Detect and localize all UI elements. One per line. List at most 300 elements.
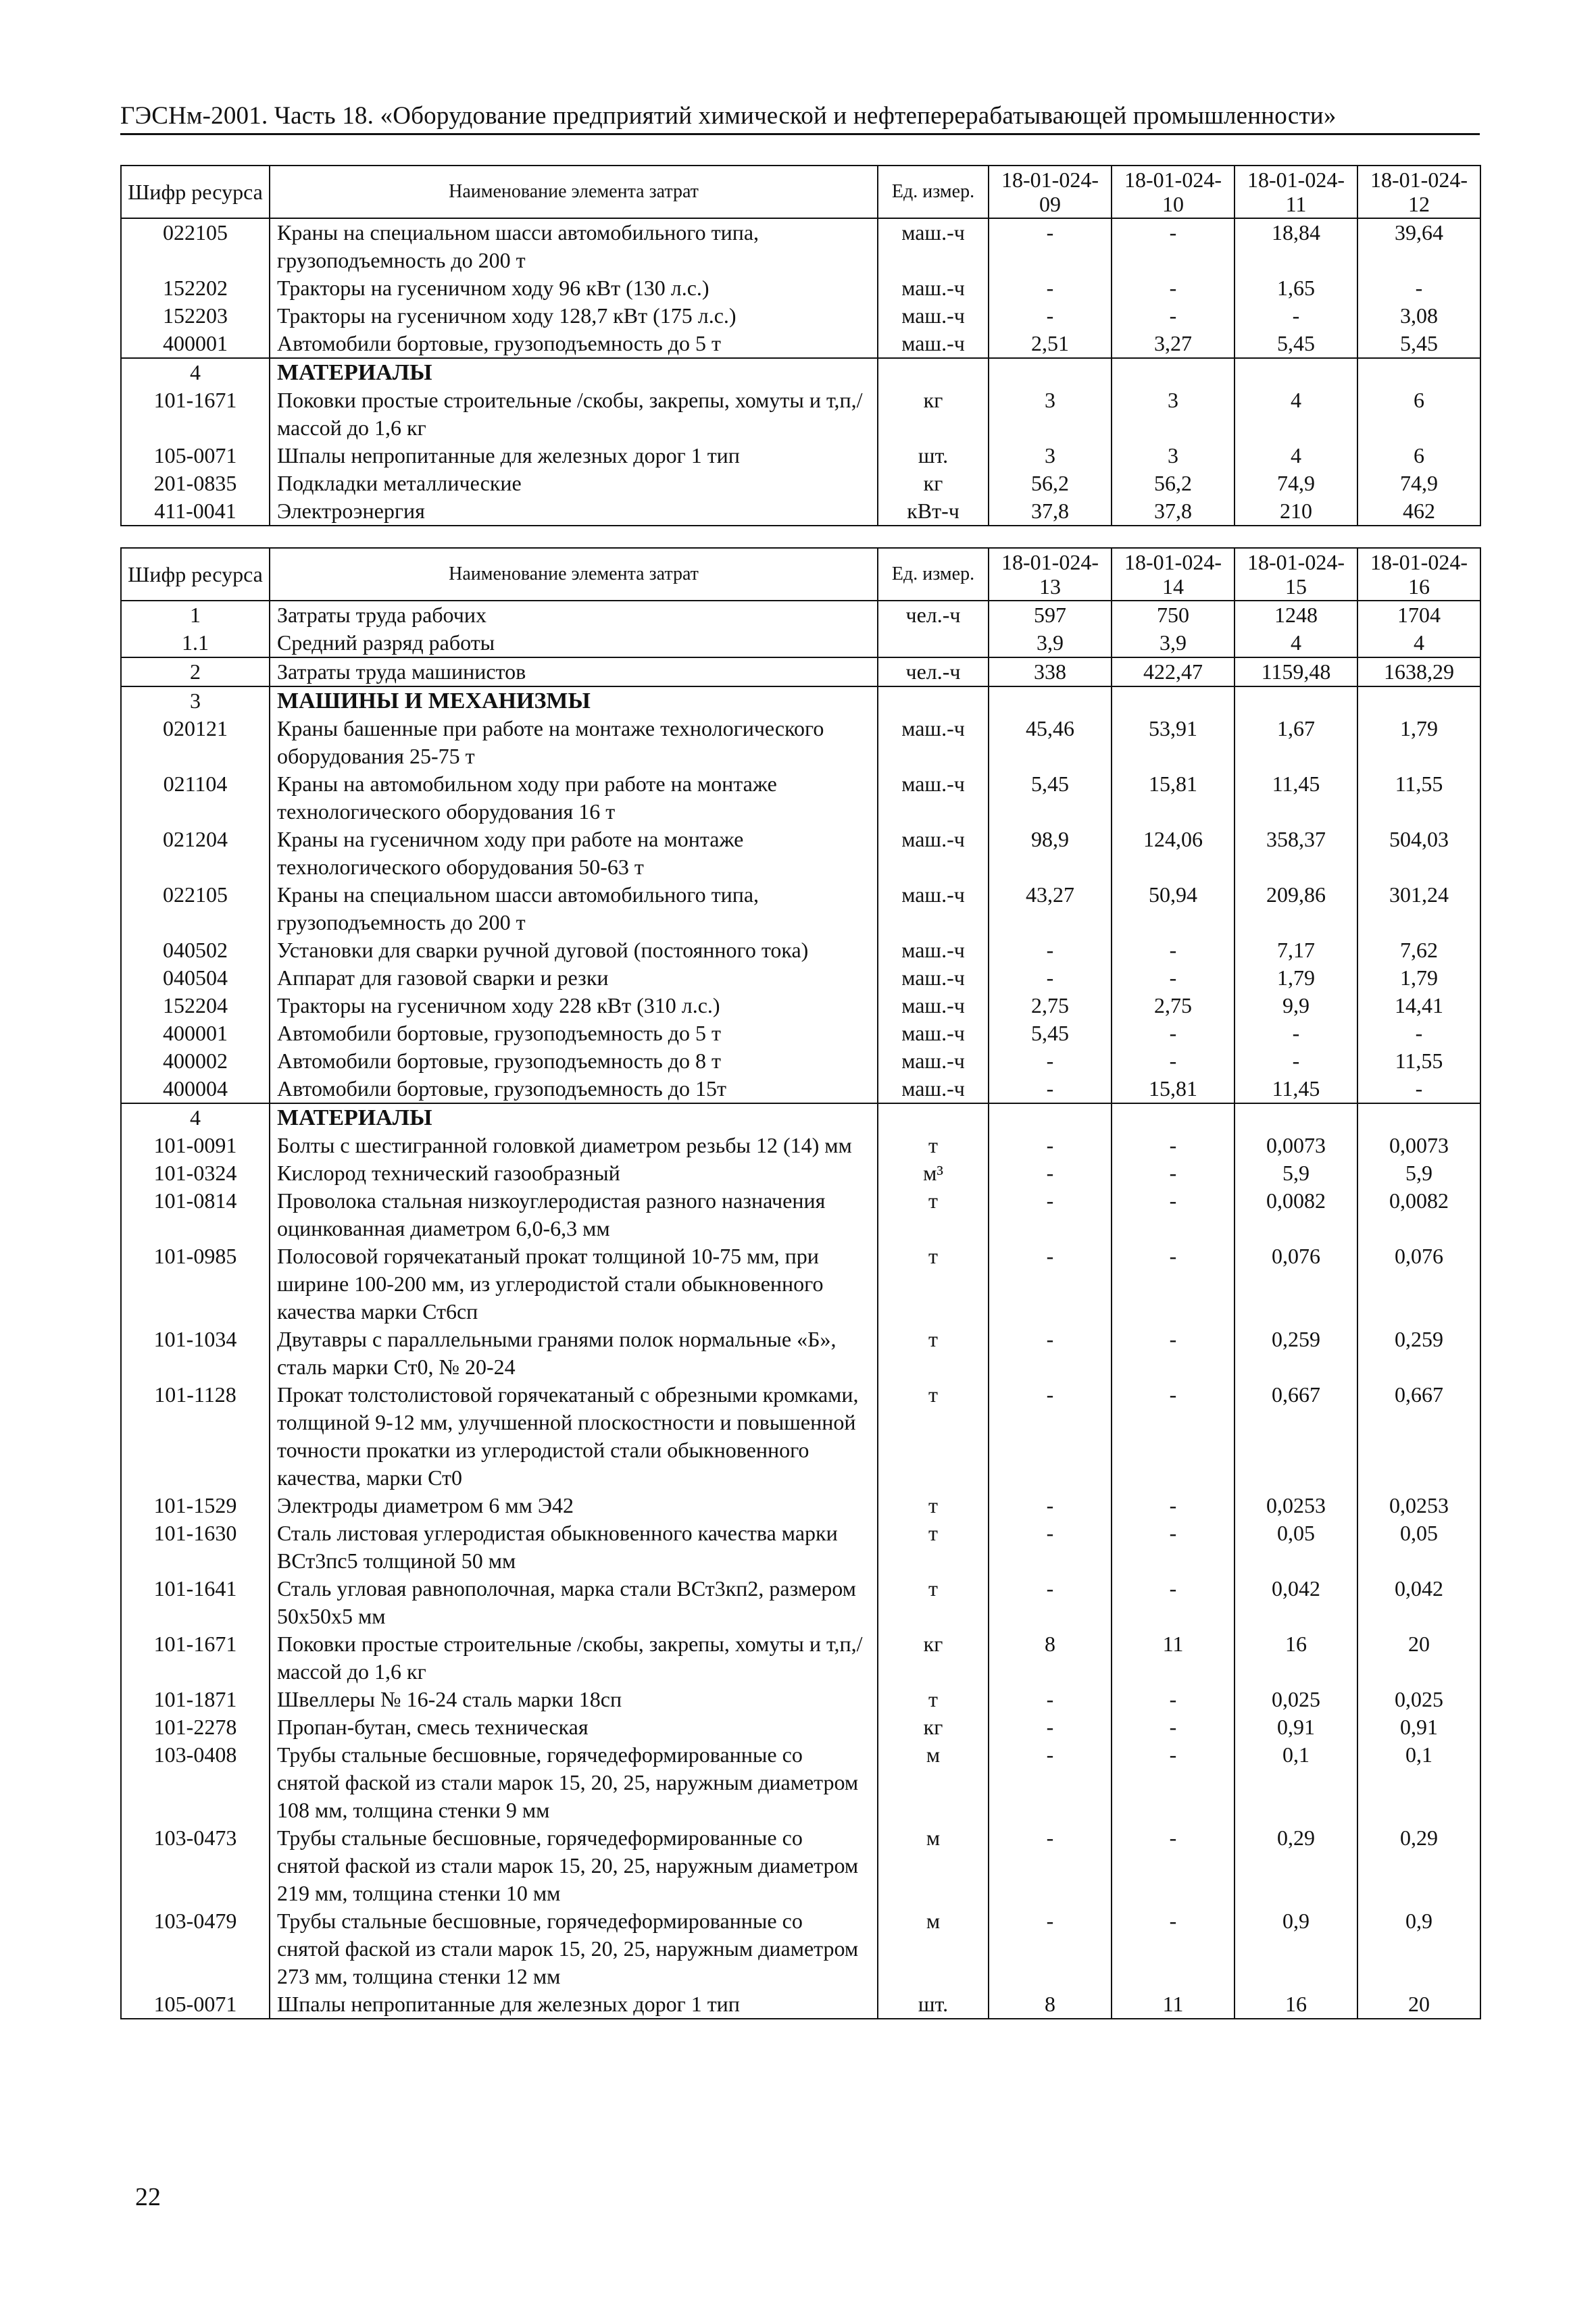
resource-code-cell: 101-1641 bbox=[121, 1575, 270, 1630]
cost-element-name-cell: Проволока стальная низкоуглеродистая разного назначения оцинкованная диаметром 6,0-6,3 мм bbox=[270, 1187, 878, 1242]
cost-element-name-cell: Аппарат для газовой сварки и резки bbox=[270, 964, 878, 992]
table-row bbox=[121, 657, 1480, 686]
cost-element-name-cell: Краны на гусеничном ходу при работе на монтаже технологического оборудования 50-63 т bbox=[270, 826, 878, 881]
norm-value-cell: - bbox=[989, 274, 1112, 302]
norm-value-cell bbox=[1357, 686, 1480, 715]
cost-element-name-cell: Трубы стальные бесшовные, горячедеформированные со снятой фаской из стали марок 15, 20, 25, наружным диаметром 273 мм, толщина стенки 12 мм bbox=[270, 1907, 878, 1990]
resource-code-cell: 1 bbox=[121, 601, 270, 629]
table-row bbox=[121, 1741, 1480, 1824]
table-row bbox=[121, 964, 1480, 992]
norm-value-cell: 37,8 bbox=[1112, 497, 1235, 526]
norm-value-cell: 11,55 bbox=[1357, 1047, 1480, 1075]
norm-value-cell: 1,79 bbox=[1357, 964, 1480, 992]
norm-value-cell: 1704 bbox=[1357, 601, 1480, 629]
norm-value-cell: 39,64 bbox=[1357, 218, 1480, 274]
resource-code-cell: 101-1630 bbox=[121, 1519, 270, 1575]
table-row bbox=[121, 715, 1480, 770]
resource-table-2 bbox=[120, 547, 1481, 2019]
norm-value-cell: 462 bbox=[1357, 497, 1480, 526]
cost-element-name-cell: Трубы стальные бесшовные, горячедеформированные со снятой фаской из стали марок 15, 20, 25, наружным диаметром 219 мм, толщина стенки 10 мм bbox=[270, 1824, 878, 1907]
norm-value-cell: 3,9 bbox=[1112, 629, 1235, 657]
unit-cell: маш.-ч bbox=[878, 826, 989, 881]
norm-value-cell: 8 bbox=[989, 1630, 1112, 1686]
norm-value-cell: 3,08 bbox=[1357, 302, 1480, 330]
norm-value-cell: 301,24 bbox=[1357, 881, 1480, 936]
resource-code-cell: 4 bbox=[121, 358, 270, 386]
norm-value-cell: - bbox=[1112, 1519, 1235, 1575]
table-row bbox=[121, 470, 1480, 497]
norm-value-cell: 7,62 bbox=[1357, 936, 1480, 964]
col-header-norm: 18-01-024-10 bbox=[1112, 166, 1235, 218]
table-row bbox=[121, 218, 1480, 274]
page-header: ГЭСНм-2001. Часть 18. «Оборудование предприятий химической и нефтеперерабатывающей промышленности» bbox=[120, 101, 1480, 135]
resource-code-cell: 400001 bbox=[121, 1020, 270, 1047]
norm-value-cell: - bbox=[1112, 1907, 1235, 1990]
norm-value-cell: 14,41 bbox=[1357, 992, 1480, 1020]
norm-value-cell: 0,042 bbox=[1235, 1575, 1357, 1630]
unit-cell: кг bbox=[878, 470, 989, 497]
col-header-norm: 18-01-024-15 bbox=[1235, 548, 1357, 601]
cost-element-name-cell: Автомобили бортовые, грузоподъемность до 8 т bbox=[270, 1047, 878, 1075]
unit-cell: маш.-ч bbox=[878, 1047, 989, 1075]
norm-value-cell bbox=[1112, 358, 1235, 386]
cost-element-name-cell: Тракторы на гусеничном ходу 228 кВт (310 л.с.) bbox=[270, 992, 878, 1020]
norm-value-cell: - bbox=[989, 218, 1112, 274]
table-row bbox=[121, 1519, 1480, 1575]
norm-value-cell: 0,0082 bbox=[1357, 1187, 1480, 1242]
table-row bbox=[121, 1326, 1480, 1381]
norm-value-cell: - bbox=[1112, 964, 1235, 992]
norm-value-cell: 0,29 bbox=[1235, 1824, 1357, 1907]
cost-element-name-cell: Сталь угловая равнополочная, марка стали ВСт3кп2, размером 50х50х5 мм bbox=[270, 1575, 878, 1630]
cost-element-name-cell: Средний разряд работы bbox=[270, 629, 878, 657]
norm-value-cell bbox=[1235, 358, 1357, 386]
norm-value-cell: - bbox=[1235, 1047, 1357, 1075]
resource-code-cell: 101-1128 bbox=[121, 1381, 270, 1492]
norm-value-cell: 750 bbox=[1112, 601, 1235, 629]
norm-value-cell bbox=[1112, 1103, 1235, 1132]
resource-code-cell: 1.1 bbox=[121, 629, 270, 657]
unit-cell: м bbox=[878, 1907, 989, 1990]
norm-value-cell: 20 bbox=[1357, 1630, 1480, 1686]
norm-value-cell: - bbox=[989, 936, 1112, 964]
norm-value-cell: 74,9 bbox=[1357, 470, 1480, 497]
norm-value-cell: 7,17 bbox=[1235, 936, 1357, 964]
table-row bbox=[121, 1075, 1480, 1103]
resource-code-cell: 103-0408 bbox=[121, 1741, 270, 1824]
norm-value-cell: 210 bbox=[1235, 497, 1357, 526]
table-row bbox=[121, 686, 1480, 715]
norm-value-cell bbox=[989, 1103, 1112, 1132]
norm-value-cell: 6 bbox=[1357, 386, 1480, 442]
table-row bbox=[121, 1187, 1480, 1242]
cost-element-name-cell: Швеллеры № 16-24 сталь марки 18сп bbox=[270, 1686, 878, 1713]
col-header-norm: 18-01-024-12 bbox=[1357, 166, 1480, 218]
table-row bbox=[121, 1132, 1480, 1159]
norm-value-cell: - bbox=[1235, 302, 1357, 330]
norm-value-cell: - bbox=[1235, 1020, 1357, 1047]
table-header-row bbox=[121, 166, 1480, 218]
resource-code-cell: 152203 bbox=[121, 302, 270, 330]
norm-value-cell: 124,06 bbox=[1112, 826, 1235, 881]
cost-element-name-cell: Электроды диаметром 6 мм Э42 bbox=[270, 1492, 878, 1519]
resource-code-cell: 105-0071 bbox=[121, 1990, 270, 2019]
cost-element-name-cell: Автомобили бортовые, грузоподъемность до 5 т bbox=[270, 1020, 878, 1047]
norm-value-cell: 0,0082 bbox=[1235, 1187, 1357, 1242]
cost-element-name-cell: Пропан-бутан, смесь техническая bbox=[270, 1713, 878, 1741]
unit-cell: т bbox=[878, 1686, 989, 1713]
cost-element-name-cell: Поковки простые строительные /скобы, закрепы, хомуты и т,п,/ массой до 1,6 кг bbox=[270, 386, 878, 442]
cost-element-name-cell: Тракторы на гусеничном ходу 96 кВт (130 л.с.) bbox=[270, 274, 878, 302]
norm-value-cell: 4 bbox=[1235, 442, 1357, 470]
unit-cell: м³ bbox=[878, 1159, 989, 1187]
norm-value-cell: 1,79 bbox=[1357, 715, 1480, 770]
norm-value-cell: - bbox=[1112, 1020, 1235, 1047]
unit-cell bbox=[878, 1103, 989, 1132]
resource-code-cell: 103-0479 bbox=[121, 1907, 270, 1990]
norm-value-cell: 50,94 bbox=[1112, 881, 1235, 936]
table-row bbox=[121, 601, 1480, 629]
resource-code-cell: 021104 bbox=[121, 770, 270, 826]
norm-value-cell: 56,2 bbox=[1112, 470, 1235, 497]
norm-value-cell: 15,81 bbox=[1112, 1075, 1235, 1103]
cost-element-name-cell: Затраты труда машинистов bbox=[270, 657, 878, 686]
resource-code-cell: 400001 bbox=[121, 330, 270, 358]
cost-element-name-cell: Установки для сварки ручной дуговой (постоянного тока) bbox=[270, 936, 878, 964]
cost-element-name-cell: Полосовой горячекатаный прокат толщиной 10-75 мм, при ширине 100-200 мм, из углеродистой стали обыкновенного качества марки Ст6сп bbox=[270, 1242, 878, 1326]
norm-value-cell: 18,84 bbox=[1235, 218, 1357, 274]
table-row bbox=[121, 936, 1480, 964]
norm-value-cell: - bbox=[989, 1575, 1112, 1630]
norm-value-cell: 3,27 bbox=[1112, 330, 1235, 358]
norm-value-cell: - bbox=[989, 1907, 1112, 1990]
cost-element-name-cell: МАТЕРИАЛЫ bbox=[270, 358, 878, 386]
cost-element-name-cell: Краны на автомобильном ходу при работе на монтаже технологического оборудования 16 т bbox=[270, 770, 878, 826]
norm-value-cell: 5,45 bbox=[1235, 330, 1357, 358]
col-header-norm: 18-01-024-13 bbox=[989, 548, 1112, 601]
norm-value-cell bbox=[1112, 686, 1235, 715]
unit-cell: т bbox=[878, 1519, 989, 1575]
unit-cell: маш.-ч bbox=[878, 964, 989, 992]
norm-value-cell: 209,86 bbox=[1235, 881, 1357, 936]
norm-value-cell: 0,1 bbox=[1357, 1741, 1480, 1824]
resource-code-cell: 101-1671 bbox=[121, 1630, 270, 1686]
unit-cell: т bbox=[878, 1492, 989, 1519]
norm-value-cell bbox=[1357, 358, 1480, 386]
cost-element-name-cell: Болты с шестигранной головкой диаметром резьбы 12 (14) мм bbox=[270, 1132, 878, 1159]
norm-value-cell: - bbox=[1112, 936, 1235, 964]
norm-value-cell: 3 bbox=[1112, 442, 1235, 470]
table-row bbox=[121, 330, 1480, 358]
norm-value-cell: 2,51 bbox=[989, 330, 1112, 358]
norm-value-cell: 9,9 bbox=[1235, 992, 1357, 1020]
norm-value-cell: 5,45 bbox=[1357, 330, 1480, 358]
table-row bbox=[121, 1020, 1480, 1047]
norm-value-cell: 0,0253 bbox=[1357, 1492, 1480, 1519]
norm-value-cell: 3 bbox=[989, 386, 1112, 442]
norm-value-cell: - bbox=[1112, 1132, 1235, 1159]
resource-code-cell: 103-0473 bbox=[121, 1824, 270, 1907]
norm-value-cell: 1,79 bbox=[1235, 964, 1357, 992]
norm-value-cell: 11 bbox=[1112, 1990, 1235, 2019]
cost-element-name-cell: Прокат толстолистовой горячекатаный с обрезными кромками, толщиной 9-12 мм, улучшенной плоскостности и повышенной точности прокатки из углеродистой стали обыкновенного качества, марки Ст0 bbox=[270, 1381, 878, 1492]
norm-value-cell: - bbox=[1112, 1492, 1235, 1519]
resource-code-cell: 101-2278 bbox=[121, 1713, 270, 1741]
table-row bbox=[121, 1047, 1480, 1075]
resource-code-cell: 040502 bbox=[121, 936, 270, 964]
norm-value-cell: 0,667 bbox=[1235, 1381, 1357, 1492]
norm-value-cell: 0,025 bbox=[1357, 1686, 1480, 1713]
unit-cell: кг bbox=[878, 1713, 989, 1741]
table-row bbox=[121, 1630, 1480, 1686]
resource-code-cell: 022105 bbox=[121, 881, 270, 936]
cost-element-name-cell: Краны на специальном шасси автомобильного типа, грузоподъемность до 200 т bbox=[270, 881, 878, 936]
col-header-norm: 18-01-024-09 bbox=[989, 166, 1112, 218]
norm-value-cell: - bbox=[989, 1132, 1112, 1159]
table-row bbox=[121, 629, 1480, 657]
unit-cell: м bbox=[878, 1824, 989, 1907]
resource-code-cell: 400004 bbox=[121, 1075, 270, 1103]
norm-value-cell: 4 bbox=[1357, 629, 1480, 657]
norm-value-cell: - bbox=[1112, 1713, 1235, 1741]
norm-value-cell: 6 bbox=[1357, 442, 1480, 470]
cost-element-name-cell: Автомобили бортовые, грузоподъемность до 5 т bbox=[270, 330, 878, 358]
resource-code-cell: 040504 bbox=[121, 964, 270, 992]
table-row bbox=[121, 302, 1480, 330]
cost-element-name-cell: Краны башенные при работе на монтаже технологического оборудования 25-75 т bbox=[270, 715, 878, 770]
norm-value-cell: - bbox=[989, 302, 1112, 330]
norm-value-cell: - bbox=[989, 1075, 1112, 1103]
norm-value-cell: 8 bbox=[989, 1990, 1112, 2019]
norm-value-cell bbox=[1235, 1103, 1357, 1132]
table-row bbox=[121, 442, 1480, 470]
norm-value-cell: - bbox=[1112, 1187, 1235, 1242]
resource-code-cell: 2 bbox=[121, 657, 270, 686]
unit-cell: маш.-ч bbox=[878, 992, 989, 1020]
col-header-norm: 18-01-024-16 bbox=[1357, 548, 1480, 601]
norm-value-cell: 0,29 bbox=[1357, 1824, 1480, 1907]
norm-value-cell: 98,9 bbox=[989, 826, 1112, 881]
resource-code-cell: 101-1034 bbox=[121, 1326, 270, 1381]
cost-element-name-cell: Шпалы непропитанные для железных дорог 1 тип bbox=[270, 442, 878, 470]
resource-code-cell: 020121 bbox=[121, 715, 270, 770]
resource-code-cell: 101-0985 bbox=[121, 1242, 270, 1326]
norm-value-cell: - bbox=[1112, 218, 1235, 274]
resource-code-cell: 101-1871 bbox=[121, 1686, 270, 1713]
norm-value-cell: 0,042 bbox=[1357, 1575, 1480, 1630]
norm-value-cell bbox=[989, 358, 1112, 386]
norm-value-cell: - bbox=[989, 1159, 1112, 1187]
norm-value-cell: 1248 bbox=[1235, 601, 1357, 629]
unit-cell: чел.-ч bbox=[878, 657, 989, 686]
norm-value-cell: - bbox=[1112, 1824, 1235, 1907]
page-number: 22 bbox=[135, 2183, 161, 2211]
col-header-code: Шифр ресурса bbox=[121, 166, 270, 218]
norm-value-cell: 11,45 bbox=[1235, 770, 1357, 826]
table-row bbox=[121, 497, 1480, 526]
norm-value-cell: 0,91 bbox=[1235, 1713, 1357, 1741]
norm-value-cell: 2,75 bbox=[989, 992, 1112, 1020]
norm-value-cell: 11,55 bbox=[1357, 770, 1480, 826]
norm-value-cell bbox=[1235, 686, 1357, 715]
norm-value-cell: - bbox=[1112, 1381, 1235, 1492]
norm-value-cell: 0,259 bbox=[1235, 1326, 1357, 1381]
norm-value-cell: - bbox=[1112, 274, 1235, 302]
norm-value-cell: 37,8 bbox=[989, 497, 1112, 526]
table-row bbox=[121, 1103, 1480, 1132]
norm-value-cell: 2,75 bbox=[1112, 992, 1235, 1020]
norm-value-cell: 4 bbox=[1235, 629, 1357, 657]
norm-value-cell: 53,91 bbox=[1112, 715, 1235, 770]
cost-element-name-cell: МАТЕРИАЛЫ bbox=[270, 1103, 878, 1132]
table-row bbox=[121, 1713, 1480, 1741]
unit-cell: кг bbox=[878, 386, 989, 442]
cost-element-name-cell: Поковки простые строительные /скобы, закрепы, хомуты и т,п,/ массой до 1,6 кг bbox=[270, 1630, 878, 1686]
norm-value-cell: 3 bbox=[989, 442, 1112, 470]
norm-value-cell: 74,9 bbox=[1235, 470, 1357, 497]
table-row bbox=[121, 992, 1480, 1020]
norm-value-cell: 504,03 bbox=[1357, 826, 1480, 881]
cost-element-name-cell: Подкладки металлические bbox=[270, 470, 878, 497]
norm-value-cell: 0,0073 bbox=[1235, 1132, 1357, 1159]
norm-value-cell: 3 bbox=[1112, 386, 1235, 442]
resource-code-cell: 101-0814 bbox=[121, 1187, 270, 1242]
col-header-unit: Ед. измер. bbox=[878, 166, 989, 218]
resource-code-cell: 101-0324 bbox=[121, 1159, 270, 1187]
cost-element-name-cell: Краны на специальном шасси автомобильного типа, грузоподъемность до 200 т bbox=[270, 218, 878, 274]
resource-code-cell: 411-0041 bbox=[121, 497, 270, 526]
table-row bbox=[121, 1575, 1480, 1630]
unit-cell: маш.-ч bbox=[878, 715, 989, 770]
table-header-row bbox=[121, 548, 1480, 601]
norm-value-cell: - bbox=[989, 1047, 1112, 1075]
unit-cell: кг bbox=[878, 1630, 989, 1686]
unit-cell: маш.-ч bbox=[878, 936, 989, 964]
norm-value-cell: - bbox=[1112, 1575, 1235, 1630]
col-header-norm: 18-01-024-14 bbox=[1112, 548, 1235, 601]
resource-code-cell: 021204 bbox=[121, 826, 270, 881]
cost-element-name-cell: Трубы стальные бесшовные, горячедеформированные со снятой фаской из стали марок 15, 20, 25, наружным диаметром 108 мм, толщина стенки 9 мм bbox=[270, 1741, 878, 1824]
norm-value-cell: 1638,29 bbox=[1357, 657, 1480, 686]
table-row bbox=[121, 274, 1480, 302]
norm-value-cell: - bbox=[1112, 1741, 1235, 1824]
resource-code-cell: 101-0091 bbox=[121, 1132, 270, 1159]
col-header-unit: Ед. измер. bbox=[878, 548, 989, 601]
norm-value-cell: 15,81 bbox=[1112, 770, 1235, 826]
norm-value-cell: 0,667 bbox=[1357, 1381, 1480, 1492]
col-header-name: Наименование элемента затрат bbox=[270, 548, 878, 601]
unit-cell: шт. bbox=[878, 1990, 989, 2019]
table-row bbox=[121, 1492, 1480, 1519]
resource-code-cell: 101-1671 bbox=[121, 386, 270, 442]
norm-value-cell: 16 bbox=[1235, 1630, 1357, 1686]
unit-cell: т bbox=[878, 1242, 989, 1326]
unit-cell: т bbox=[878, 1132, 989, 1159]
norm-value-cell: - bbox=[989, 1713, 1112, 1741]
unit-cell: шт. bbox=[878, 442, 989, 470]
norm-value-cell: 0,1 bbox=[1235, 1741, 1357, 1824]
norm-value-cell: 0,0253 bbox=[1235, 1492, 1357, 1519]
resource-code-cell: 152202 bbox=[121, 274, 270, 302]
resource-code-cell: 101-1529 bbox=[121, 1492, 270, 1519]
cost-element-name-cell: Двутавры с параллельными гранями полок нормальные «Б», сталь марки Ст0, № 20-24 bbox=[270, 1326, 878, 1381]
norm-value-cell: 1159,48 bbox=[1235, 657, 1357, 686]
norm-value-cell: 0,05 bbox=[1235, 1519, 1357, 1575]
unit-cell: маш.-ч bbox=[878, 1075, 989, 1103]
unit-cell: маш.-ч bbox=[878, 330, 989, 358]
unit-cell: чел.-ч bbox=[878, 601, 989, 629]
norm-value-cell: - bbox=[1112, 302, 1235, 330]
unit-cell bbox=[878, 629, 989, 657]
resource-code-cell: 022105 bbox=[121, 218, 270, 274]
norm-value-cell: 5,9 bbox=[1235, 1159, 1357, 1187]
unit-cell: м bbox=[878, 1741, 989, 1824]
norm-value-cell: - bbox=[1112, 1242, 1235, 1326]
norm-value-cell: 0,025 bbox=[1235, 1686, 1357, 1713]
norm-value-cell: 5,9 bbox=[1357, 1159, 1480, 1187]
norm-value-cell: 16 bbox=[1235, 1990, 1357, 2019]
cost-element-name-cell: Электроэнергия bbox=[270, 497, 878, 526]
norm-value-cell: 597 bbox=[989, 601, 1112, 629]
norm-value-cell: 0,9 bbox=[1235, 1907, 1357, 1990]
cost-element-name-cell: Тракторы на гусеничном ходу 128,7 кВт (175 л.с.) bbox=[270, 302, 878, 330]
norm-value-cell: 45,46 bbox=[989, 715, 1112, 770]
norm-value-cell: 0,076 bbox=[1235, 1242, 1357, 1326]
norm-value-cell: 5,45 bbox=[989, 1020, 1112, 1047]
norm-value-cell: 11 bbox=[1112, 1630, 1235, 1686]
resource-code-cell: 3 bbox=[121, 686, 270, 715]
unit-cell: маш.-ч bbox=[878, 302, 989, 330]
unit-cell bbox=[878, 358, 989, 386]
norm-value-cell: - bbox=[1357, 1020, 1480, 1047]
table-row bbox=[121, 386, 1480, 442]
cost-element-name-cell: МАШИНЫ И МЕХАНИЗМЫ bbox=[270, 686, 878, 715]
table-row bbox=[121, 1242, 1480, 1326]
table-row bbox=[121, 1824, 1480, 1907]
table-row bbox=[121, 770, 1480, 826]
norm-value-cell: - bbox=[989, 1824, 1112, 1907]
table-row bbox=[121, 358, 1480, 386]
unit-cell: маш.-ч bbox=[878, 274, 989, 302]
cost-element-name-cell: Сталь листовая углеродистая обыкновенного качества марки ВСт3пс5 толщиной 50 мм bbox=[270, 1519, 878, 1575]
unit-cell: т bbox=[878, 1381, 989, 1492]
norm-value-cell: 4 bbox=[1235, 386, 1357, 442]
cost-element-name-cell: Затраты труда рабочих bbox=[270, 601, 878, 629]
norm-value-cell: - bbox=[989, 1326, 1112, 1381]
norm-value-cell: 43,27 bbox=[989, 881, 1112, 936]
cost-element-name-cell: Автомобили бортовые, грузоподъемность до 15т bbox=[270, 1075, 878, 1103]
norm-value-cell: 56,2 bbox=[989, 470, 1112, 497]
norm-value-cell: 358,37 bbox=[1235, 826, 1357, 881]
norm-value-cell: - bbox=[989, 1741, 1112, 1824]
table-row bbox=[121, 881, 1480, 936]
norm-value-cell: 11,45 bbox=[1235, 1075, 1357, 1103]
resource-table-1 bbox=[120, 165, 1481, 526]
unit-cell: т bbox=[878, 1326, 989, 1381]
norm-value-cell: - bbox=[989, 1187, 1112, 1242]
col-header-norm: 18-01-024-11 bbox=[1235, 166, 1357, 218]
norm-value-cell: - bbox=[1112, 1159, 1235, 1187]
resource-code-cell: 201-0835 bbox=[121, 470, 270, 497]
norm-value-cell: 5,45 bbox=[989, 770, 1112, 826]
unit-cell: кВт-ч bbox=[878, 497, 989, 526]
norm-value-cell: 1,65 bbox=[1235, 274, 1357, 302]
norm-value-cell: - bbox=[989, 1519, 1112, 1575]
norm-value-cell: 0,91 bbox=[1357, 1713, 1480, 1741]
norm-value-cell: 3,9 bbox=[989, 629, 1112, 657]
norm-value-cell: - bbox=[1112, 1686, 1235, 1713]
resource-code-cell: 400002 bbox=[121, 1047, 270, 1075]
